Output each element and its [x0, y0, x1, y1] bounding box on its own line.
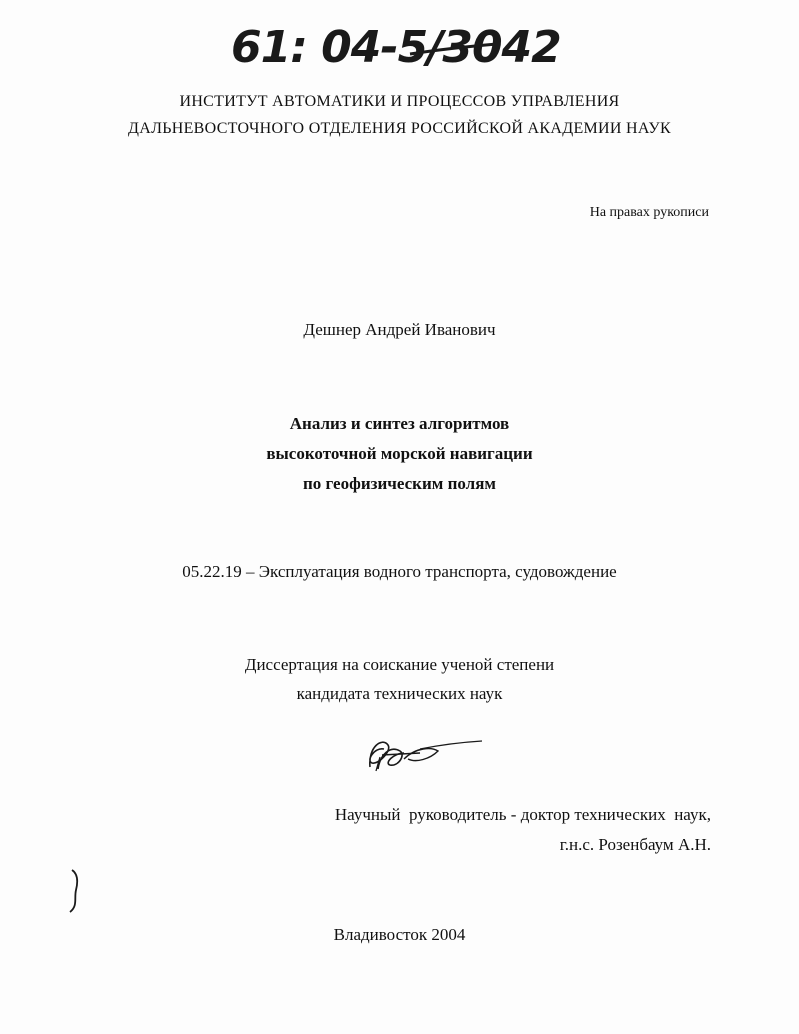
degree-line-2: кандидата технических наук	[296, 684, 503, 703]
dissertation-title	[0, 409, 799, 499]
supervisor-line-1: Научный руководитель - доктор технических наук,	[334, 805, 711, 824]
title-line-1: Анализ и синтез алгоритмов	[289, 414, 510, 433]
manuscript-note: На правах рукописи	[589, 205, 709, 220]
scientific-supervisor	[335, 800, 711, 860]
degree-line-1: Диссертация на соискание ученой степени	[244, 655, 555, 674]
author-name: Дешнер Андрей Иванович	[303, 320, 496, 339]
city-year: Владивосток 2004	[333, 925, 466, 944]
margin-bracket-mark	[66, 868, 86, 914]
degree-statement	[0, 650, 799, 708]
institute-line-2: ДАЛЬНЕВОСТОЧНОГО ОТДЕЛЕНИЯ РОССИЙСКОЙ АКАДЕМИИ НАУК	[128, 120, 671, 137]
title-line-3: по геофизическим полям	[303, 474, 496, 493]
specialty-code: 05.22.19 – Эксплуатация водного транспорта, судовождение	[182, 562, 617, 581]
institute-header	[0, 88, 799, 142]
stamp-text: 61: 04-5/3042	[231, 22, 561, 73]
supervisor-line-2: г.н.с. Розенбаум А.Н.	[559, 835, 711, 854]
signature	[360, 725, 490, 780]
handwritten-stamp	[225, 12, 561, 82]
institute-line-1: ИНСТИТУТ АВТОМАТИКИ И ПРОЦЕССОВ УПРАВЛЕНИЯ	[179, 93, 620, 110]
title-line-2: высокоточной морской навигации	[266, 444, 533, 463]
